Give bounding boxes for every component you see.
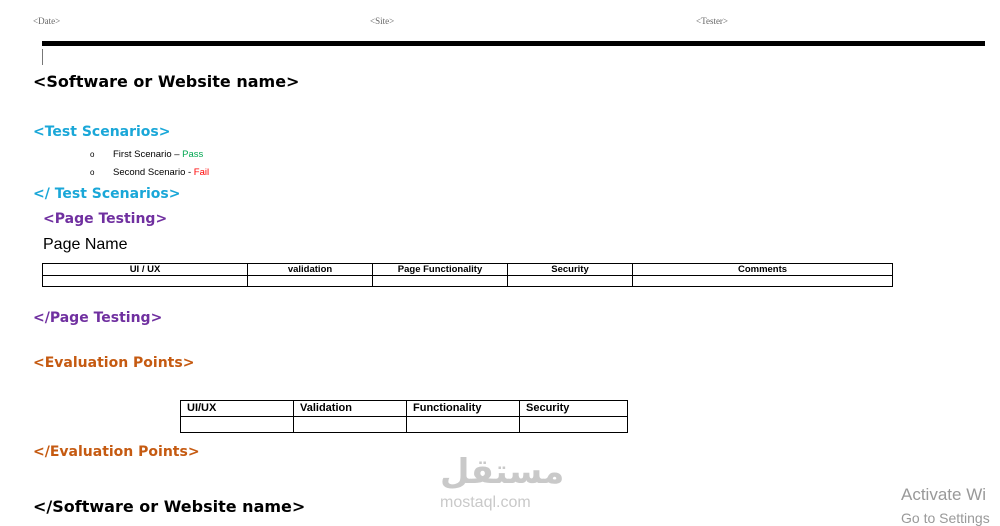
page-testing-table <box>42 263 893 287</box>
page-testing-close: </Page Testing> <box>33 310 163 326</box>
table-cell[interactable] <box>43 276 248 287</box>
page-testing-open: <Page Testing> <box>43 211 168 227</box>
bullet-icon: o <box>90 150 95 159</box>
table-cell[interactable] <box>520 417 628 433</box>
table-header-cell: UI / UX <box>43 264 248 276</box>
table-header-row <box>43 264 893 276</box>
table-header-cell: Security <box>520 401 628 417</box>
table-header-cell: Functionality <box>407 401 520 417</box>
scenario-text: First Scenario – <box>113 149 183 160</box>
scenario-item-first <box>90 149 203 160</box>
software-name-close: </Software or Website name> <box>33 497 306 516</box>
table-header-cell: UI/UX <box>181 401 294 417</box>
test-scenarios-open: <Test Scenarios> <box>33 124 171 140</box>
table-cell[interactable] <box>508 276 633 287</box>
table-cell[interactable] <box>373 276 508 287</box>
bullet-icon: o <box>90 168 95 177</box>
table-row <box>43 276 893 287</box>
activation-notice-subtitle: Go to Settings <box>901 510 990 526</box>
evaluation-table <box>180 400 628 433</box>
table-header-cell: Comments <box>633 264 893 276</box>
scenario-item-second <box>90 167 209 178</box>
status-fail: Fail <box>193 167 210 178</box>
header-rule <box>42 41 985 46</box>
test-scenarios-close: </ Test Scenarios> <box>33 186 181 202</box>
table-header-row <box>181 401 628 417</box>
table-cell[interactable] <box>407 417 520 433</box>
table-header-cell: Page Functionality <box>373 264 508 276</box>
table-cell[interactable] <box>294 417 407 433</box>
table-cell[interactable] <box>633 276 893 287</box>
header-date: <Date> <box>33 16 61 26</box>
watermark-arabic: مستقل <box>440 452 565 492</box>
table-row <box>181 417 628 433</box>
watermark-latin: mostaql.com <box>440 494 531 511</box>
text-cursor <box>42 49 43 65</box>
header-tester: <Tester> <box>696 16 729 26</box>
table-cell[interactable] <box>248 276 373 287</box>
evaluation-points-close: </Evaluation Points> <box>33 444 200 460</box>
table-header-cell: Security <box>508 264 633 276</box>
activation-notice-title: Activate Wi <box>901 485 987 504</box>
header-site: <Site> <box>370 16 395 26</box>
page-name: Page Name <box>43 236 128 253</box>
evaluation-points-open: <Evaluation Points> <box>33 355 195 371</box>
table-header-cell: Validation <box>294 401 407 417</box>
software-name-open: <Software or Website name> <box>33 72 300 91</box>
table-header-cell: validation <box>248 264 373 276</box>
table-cell[interactable] <box>181 417 294 433</box>
status-pass: Pass <box>182 149 204 160</box>
scenario-text: Second Scenario - <box>113 167 194 178</box>
